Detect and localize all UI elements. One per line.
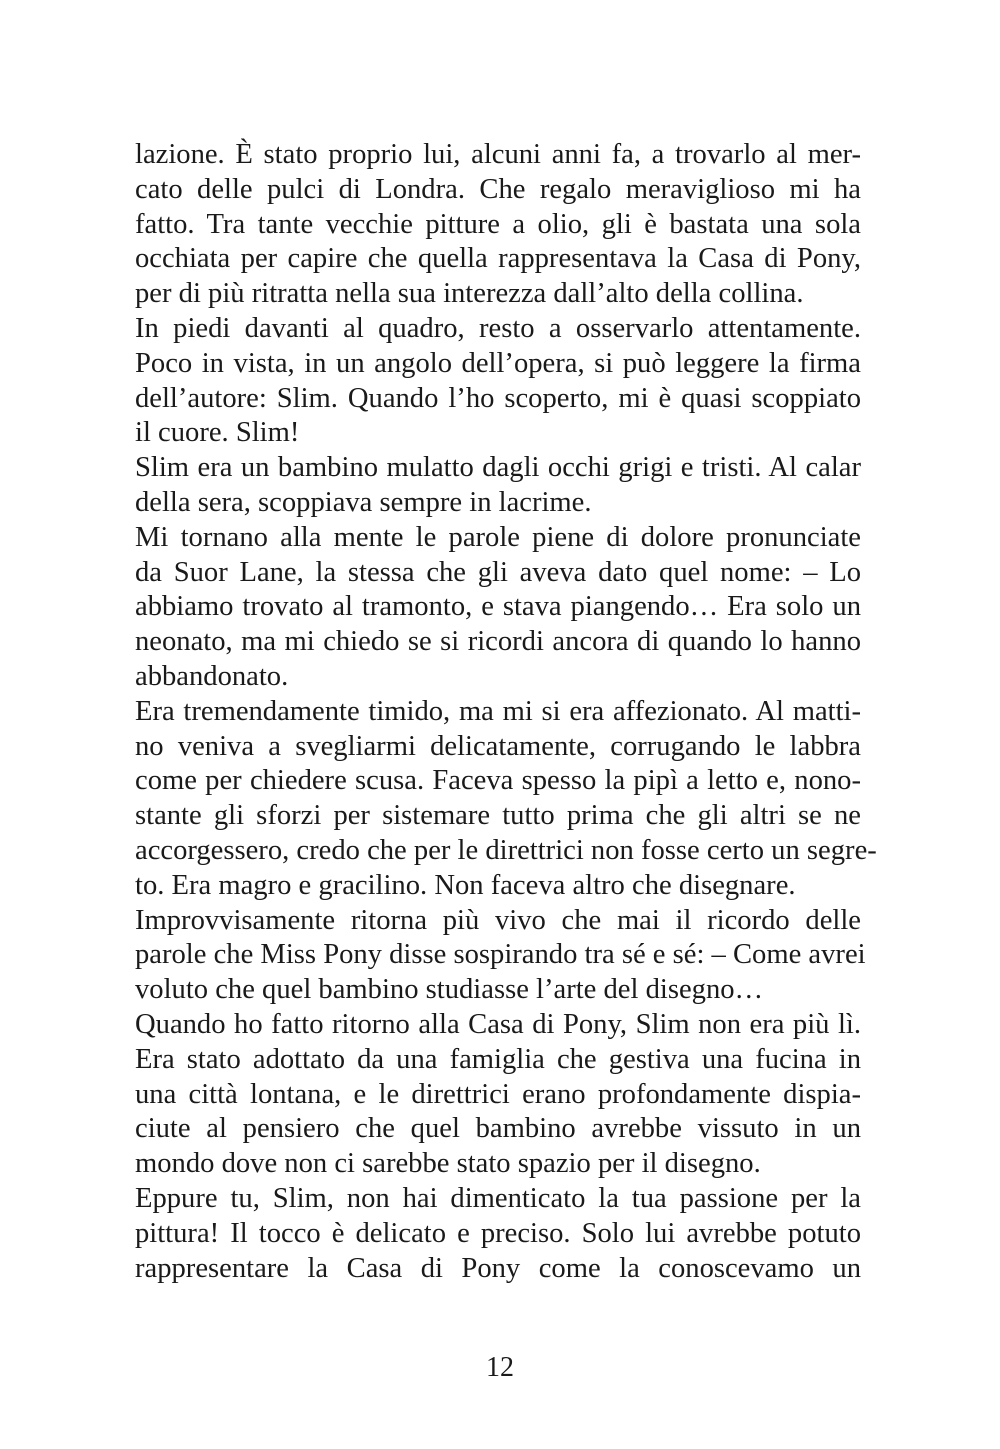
text-line: neonato, ma mi chiedo se si ricordi ancora di quando lo hanno bbox=[135, 626, 861, 658]
text-line: lazione. È stato proprio lui, alcuni anni fa, a trovarlo al mer- bbox=[135, 139, 861, 170]
text-line: fatto. Tra tante vecchie pitture a olio, gli è bastata una sola bbox=[135, 208, 861, 240]
text-line: Era stato adottato da una famiglia che gestiva una fucina in bbox=[135, 1043, 861, 1075]
text-line: una città lontana, e le direttrici erano profondamente dispia- bbox=[135, 1078, 861, 1110]
text-line: dell’autore: Slim. Quando l’ho scoperto, mi è quasi scoppiato bbox=[135, 382, 861, 414]
text-line: stante gli sforzi per sistemare tutto prima che gli altri se ne bbox=[135, 800, 861, 832]
text-line: to. Era magro e gracilino. Non faceva altro che disegnare. bbox=[135, 869, 796, 901]
text-line: Poco in vista, in un angolo dell’opera, si può leggere la firma bbox=[135, 347, 861, 379]
text-line: il cuore. Slim! bbox=[135, 417, 300, 449]
text-line: In piedi davanti al quadro, resto a osservarlo attentamente. bbox=[135, 312, 861, 344]
text-line: cato delle pulci di Londra. Che regalo meraviglioso mi ha bbox=[135, 173, 861, 205]
text-line: Eppure tu, Slim, non hai dimenticato la tua passione per la bbox=[135, 1182, 861, 1214]
text-line: pittura! Il tocco è delicato e preciso. Solo lui avrebbe potuto bbox=[135, 1217, 861, 1249]
text-line: Quando ho fatto ritorno alla Casa di Pony, Slim non era più lì. bbox=[135, 1008, 861, 1040]
text-line: Era tremendamente timido, ma mi si era affezionato. Al matti- bbox=[135, 695, 861, 727]
text-line: ciute al pensiero che quel bambino avrebbe vissuto in un bbox=[135, 1113, 861, 1145]
text-line: no veniva a svegliarmi delicatamente, corrugando le labbra bbox=[135, 730, 861, 762]
text-line: Improvvisamente ritorna più vivo che mai il ricordo delle bbox=[135, 904, 861, 936]
text-line: occhiata per capire che quella rappresentava la Casa di Pony, bbox=[135, 243, 861, 275]
text-line: parole che Miss Pony disse sospirando tra sé e sé: – Come avrei bbox=[135, 939, 866, 971]
page-number: 12 bbox=[486, 1352, 514, 1383]
text-line: abbandonato. bbox=[135, 660, 289, 692]
text-line: della sera, scoppiava sempre in lacrime. bbox=[135, 486, 592, 518]
text-line: abbiamo trovato al tramonto, e stava piangendo… Era solo un bbox=[135, 591, 861, 623]
text-line: come per chiedere scusa. Faceva spesso la pipì a letto e, nono- bbox=[135, 765, 861, 797]
text-line: voluto che quel bambino studiasse l’arte del disegno… bbox=[135, 974, 764, 1006]
text-line: accorgessero, credo che per le direttrici non fosse certo un segre- bbox=[135, 834, 877, 866]
body-text bbox=[135, 138, 877, 1286]
text-line: per di più ritratta nella sua interezza dall’alto della collina. bbox=[135, 278, 804, 310]
text-line: da Suor Lane, la stessa che gli aveva dato quel nome: – Lo bbox=[135, 556, 861, 588]
text-line: mondo dove non ci sarebbe stato spazio per il disegno. bbox=[135, 1148, 761, 1180]
text-line: rappresentare la Casa di Pony come la conoscevamo un bbox=[135, 1252, 861, 1284]
text-line: Mi tornano alla mente le parole piene di dolore pronunciate bbox=[135, 521, 861, 553]
text-line: Slim era un bambino mulatto dagli occhi grigi e tristi. Al calar bbox=[135, 452, 861, 484]
